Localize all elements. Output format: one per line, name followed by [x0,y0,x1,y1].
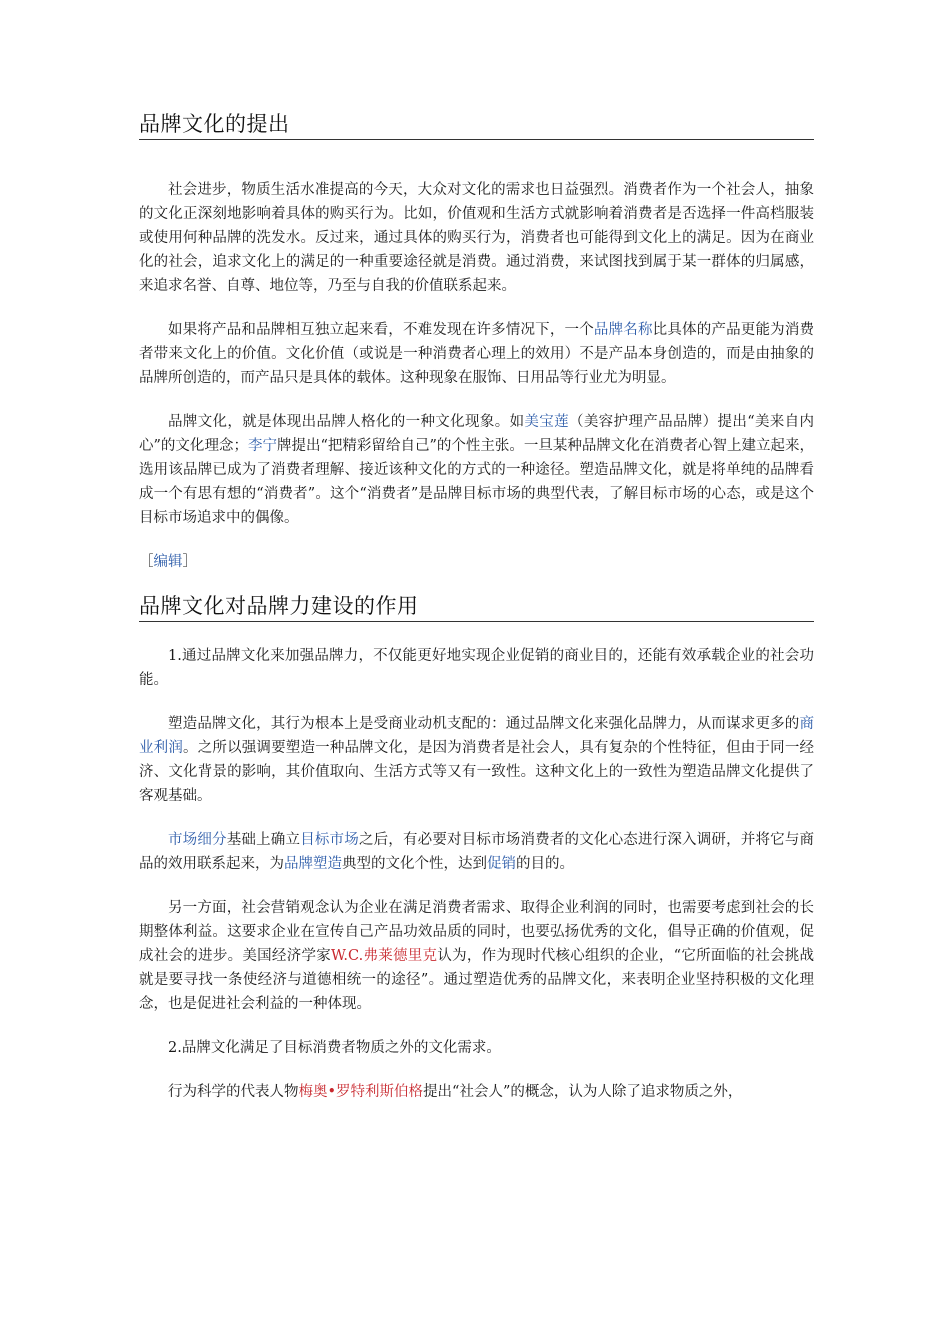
link-target-market[interactable]: 目标市场 [300,832,359,848]
text-run: 。之所以强调要塑造一种品牌文化，是因为消费者是社会人，具有复杂的个性特征，但由于同一经济、文化背景的影响，其价值取向、生活方式等又有一致性。这种文化上的一致性为塑造品牌文化提供了客观基础。 [139,740,815,804]
text-run: 之后，有必要对目标市场消费者的文化心态进行深入调研，并将它与商品的效用联系起来，为 [139,832,815,872]
bracket-close: ］ [182,554,197,570]
edit-link[interactable]: 编辑 [153,554,183,570]
link-promotion[interactable]: 促销 [487,856,516,872]
paragraph: 1.通过品牌文化来加强品牌力，不仅能更好地实现企业促销的商业目的，还能有效承载企业的社会功能。 [139,648,814,688]
paragraph [139,1080,814,1104]
link-brand-building[interactable]: 品牌塑造 [284,856,342,872]
text-run: 品牌文化，就是体现出品牌人格化的一种文化现象。如 [168,414,525,430]
text-run: 典型的文化个性，达到 [342,856,487,872]
edit-section-control [139,550,814,574]
link-market-segmentation[interactable]: 市场细分 [168,832,227,848]
text-run: 如果将产品和品牌相互独立起来看，不难发现在许多情况下，一个 [168,322,594,338]
link-maybelline[interactable]: 美宝莲 [524,414,569,430]
text-run: 认为，作为现时代核心组织的企业，“它所面临的社会挑战就是要寻找一条使经济与道德相统一的途径”。通过塑造优秀的品牌文化，来表明企业坚持积极的文化理念，也是促进社会利益的一种体现。 [139,948,815,1012]
text-run: 行为科学的代表人物 [168,1084,299,1100]
paragraph: 社会进步，物质生活水准提高的今天，大众对文化的需求也日益强烈。消费者作为一个社会人，抽象的文化正深刻地影响着具体的购买行为。比如，价值观和生活方式就影响着消费者是否选择一件高档服装或使用何种品牌的洗发水。反过来，通过具体的购买行为，消费者也可能得到文化上的满足。因为在商业化的社会，追求文化上的满足的一种重要途径就是消费。通过消费，来试图找到属于某一群体的归属感，来追求名誉、自尊、地位等，乃至与自我的价值联系起来。 [139,182,814,294]
link-business-profit[interactable]: 商业利润 [139,716,814,756]
section-heading-brand-culture-origin: 品牌文化的提出 [139,110,814,140]
paragraph [139,318,814,390]
text-run: （美容护理产品品牌）提出“美来自内心”的文化理念； [139,414,815,454]
paragraph [139,712,814,808]
paragraph: 2.品牌文化满足了目标消费者物质之外的文化需求。 [168,1040,501,1056]
text-run: 基础上确立 [226,832,301,848]
bracket-open: ［ [139,554,154,570]
text-run: 提出“社会人”的概念，认为人除了追求物质之外， [423,1084,743,1100]
section-heading-brand-culture-role: 品牌文化对品牌力建设的作用 [139,592,814,622]
link-li-ning[interactable]: 李宁 [247,438,277,454]
paragraph [139,896,814,1016]
link-wc-frederick[interactable]: W.C.弗莱德里克 [331,948,438,964]
document-page [139,110,814,1124]
link-mayo-roethlisberger[interactable]: 梅奥•罗特利斯伯格 [298,1084,424,1100]
text-run: 牌提出“把精彩留给自己”的个性主张。一旦某种品牌文化在消费者心智上建立起来，选用该品牌已成为了消费者理解、接近该种文化的方式的一种途径。塑造品牌文化，就是将单纯的品牌看成一个有思有想的“消费者”。这个“消费者”是品牌目标市场的典型代表，了解目标市场的心态，或是这个目标市场追求中的偶像。 [139,438,815,526]
text-run: 另一方面，社会营销观念认为企业在满足消费者需求、取得企业利润的同时，也需要考虑到社会的长期整体利益。这要求企业在宣传自己产品功效品质的同时，也要弘扬优秀的文化，倡导正确的价值观，促成社会的进步。美国经济学家 [139,900,814,964]
text-run: 的目的。 [516,856,574,872]
paragraph [139,828,814,876]
text-run: 比具体的产品更能为消费者带来文化上的价值。文化价值（或说是一种消费者心理上的效用）不是产品本身创造的，而是由抽象的品牌所创造的，而产品只是具体的载体。这种现象在服饰、日用品等行业尤为明显。 [139,322,815,386]
text-run: 塑造品牌文化，其行为根本上是受商业动机支配的：通过品牌文化来强化品牌力，从而谋求更多的 [168,716,800,732]
paragraph [139,410,814,530]
link-brand-name[interactable]: 品牌名称 [593,322,653,338]
